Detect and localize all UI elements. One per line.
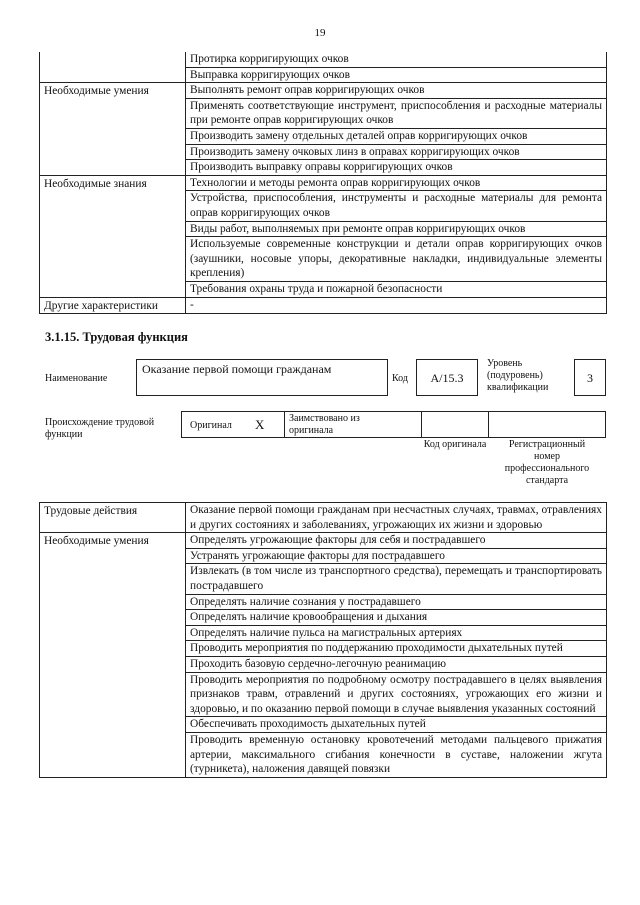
table-cell: Производить замену очковых линз в оправах корригирующих очков — [186, 144, 607, 160]
table-cell: Проходить базовую сердечно-легочную реанимацию — [186, 656, 607, 672]
name-value: Оказание первой помощи гражданам — [142, 362, 332, 376]
table-cell: Используемые современные конструкции и детали оправ корригирующих очков (заушники, носовые упоры, декоративные накладки, индивидуальные элементы крепления) — [186, 237, 607, 282]
borrowed-box — [284, 411, 422, 438]
table-cell: Устройства, приспособления, инструменты и расходные материалы для ремонта оправ корригирующих очков — [186, 191, 607, 221]
table-cell: Определять угрожающие факторы для себя и пострадавшего — [186, 533, 607, 549]
table-row — [40, 297, 607, 314]
row-label-skills: Необходимые умения — [40, 83, 186, 176]
level-value: 3 — [587, 371, 593, 385]
table-cell: Определять наличие кровообращения и дыхания — [186, 610, 607, 626]
table-cell: Протирка корригирующих очков — [186, 52, 607, 67]
row-label — [40, 52, 186, 83]
table-cell: Технологии и методы ремонта оправ корригирующих очков — [186, 175, 607, 191]
table-row — [40, 83, 607, 99]
labor-function-table — [39, 502, 607, 778]
table-cell: Устранять угрожающие факторы для пострадавшего — [186, 548, 607, 564]
code-value: A/15.3 — [430, 371, 464, 385]
table-cell: Требования охраны труда и пожарной безопасности — [186, 281, 607, 297]
table-cell: Выполнять ремонт оправ корригирующих очков — [186, 83, 607, 99]
table-cell: Применять соответствующие инструмент, приспособления и расходные материалы при ремонте оправ корригирующих очков — [186, 98, 607, 128]
row-label-knowledge: Необходимые знания — [40, 175, 186, 297]
table-cell: - — [186, 297, 607, 314]
table-cell: Выправка корригирующих очков — [186, 67, 607, 83]
page-number: 19 — [314, 27, 326, 39]
table-cell: Виды работ, выполняемых при ремонте оправ корригирующих очков — [186, 221, 607, 237]
table-cell: Обеспечивать проходимость дыхательных путей — [186, 717, 607, 733]
table2-body — [40, 503, 607, 778]
name-box — [136, 359, 388, 396]
reg-number-label: Регистрационный номер профессионального стандарта — [504, 439, 590, 486]
code-label: Код — [392, 373, 408, 384]
table-row — [40, 533, 607, 549]
name-label: Наименование — [45, 373, 108, 384]
level-box — [574, 359, 606, 396]
original-mark: X — [255, 417, 265, 432]
table-cell: Извлекать (в том числе из транспортного средства), перемещать и транспортировать пострадавшего — [186, 564, 607, 594]
original-box — [181, 411, 285, 438]
borrowed-label: Заимствовано из оригинала — [289, 413, 360, 436]
code-original-label: Код оригинала — [423, 439, 487, 450]
table-row — [40, 52, 607, 67]
table-row — [40, 503, 607, 533]
table-cell: Производить выправку оправы корригирующих очков — [186, 160, 607, 176]
table-row — [40, 175, 607, 191]
level-label: Уровень (подуровень) квалификации — [487, 358, 549, 393]
table-cell: Определять наличие сознания у пострадавшего — [186, 594, 607, 610]
table-cell: Оказание первой помощи гражданам при несчастных случаях, травмах, отравлениях и других состояниях и заболеваниях, угрожающих их жизни и здоровью — [186, 503, 607, 533]
table-cell: Производить замену отдельных деталей оправ корригирующих очков — [186, 128, 607, 144]
row-label-actions: Трудовые действия — [40, 503, 186, 533]
row-label-skills: Необходимые умения — [40, 533, 186, 778]
original-label: Оригинал — [190, 420, 232, 431]
table-cell: Определять наличие пульса на магистральных артериях — [186, 625, 607, 641]
table-cell: Проводить временную остановку кровотечений методами пальцевого прижатия артерии, максимального сгибания конечности в суставе, наложении жгута (турникета), наложения давящей повязки — [186, 732, 607, 777]
code-box — [416, 359, 478, 396]
continuation-table — [39, 52, 607, 314]
origin-label: Происхождение трудовой функции — [45, 417, 155, 440]
table1-body — [40, 52, 607, 314]
table-cell: Проводить мероприятия по поддержанию проходимости дыхательных путей — [186, 641, 607, 657]
row-label-other: Другие характеристики — [40, 297, 186, 314]
code-original-box — [421, 411, 489, 438]
table-cell: Проводить мероприятия по подробному осмотру пострадавшего в целях выявления признаков травм, отравлений и других состояниях, угрожающих его жизни и здоровью, и по оказанию первой помощи в случае выявления указанных состояний — [186, 672, 607, 717]
reg-number-box — [488, 411, 606, 438]
section-title: 3.1.15. Трудовая функция — [45, 330, 188, 344]
